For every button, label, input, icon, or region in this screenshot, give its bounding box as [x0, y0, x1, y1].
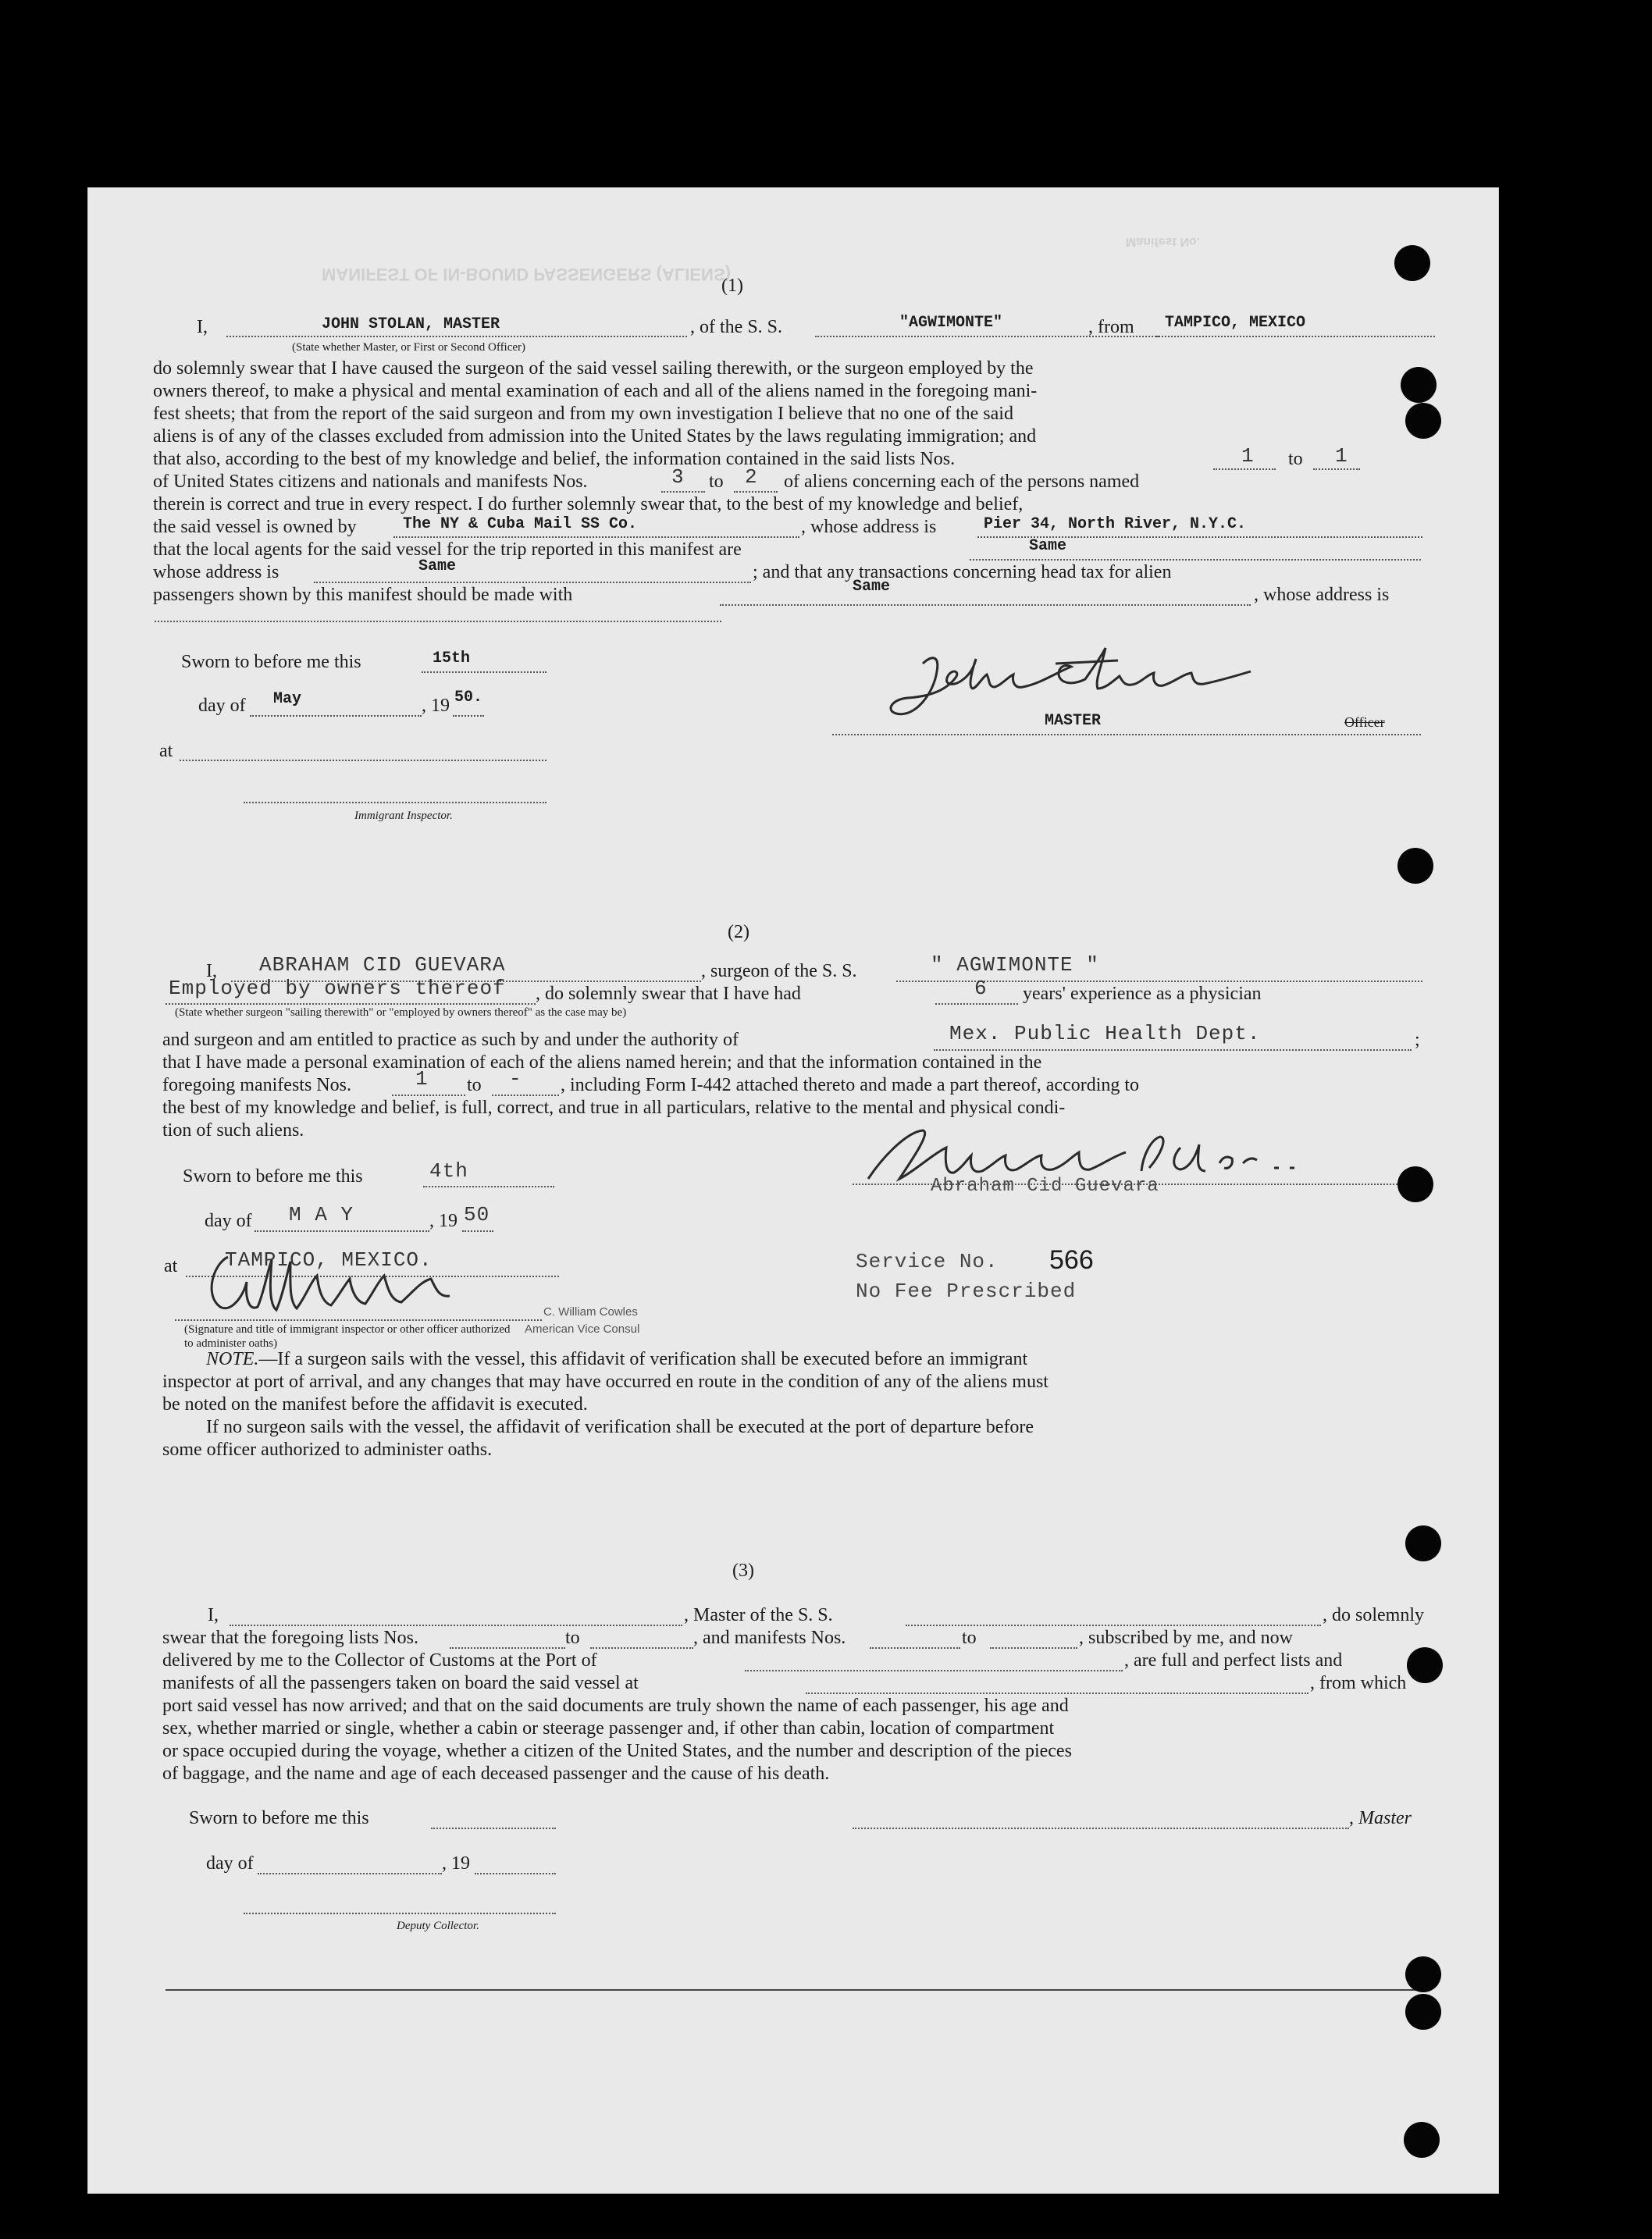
s1-agents-address: Same: [418, 557, 457, 575]
s2-sworn-year: 50: [464, 1203, 490, 1226]
s3-line-2c: , subscribed by me, and now: [1079, 1628, 1293, 1648]
bleed-through-header: MANIFEST OF IN-BOUND PASSENGERS (ALIENS): [322, 265, 731, 284]
s1-line-6a: of United States citizens and nationals and manifests Nos.: [153, 472, 588, 492]
s1-role-note: (State whether Master, or First or Second Officer): [292, 341, 526, 354]
s3-port-line: [745, 1670, 1123, 1671]
binder-hole: [1405, 1525, 1441, 1561]
s1-oath-line-1: do solemnly swear that I have caused the surgeon of the said vessel sailing therewith, or the surgeon employed by the: [153, 358, 1034, 379]
binder-hole: [1405, 1956, 1441, 1992]
s1-oath-line-2: owners thereof, to make a physical and mental examination of each and all of the aliens named in the foregoing mani-: [153, 381, 1038, 401]
s3-master-of: , Master of the S. S.: [684, 1605, 833, 1625]
s2-service-number: 566: [1049, 1245, 1094, 1275]
s3-manifests-to-line: [990, 1647, 1077, 1649]
section-1-number: (1): [721, 276, 743, 296]
s1-agents: Same: [1029, 537, 1067, 555]
s2-line-4: that I have made a personal examination of each of the aliens named herein; and that the information contained in the: [162, 1052, 1042, 1073]
s3-master-label: , Master: [1349, 1808, 1412, 1828]
s2-sworn-day: 4th: [429, 1159, 468, 1183]
s2-vessel: " AGWIMONTE ": [931, 953, 1099, 977]
s2-officer-sig-note: (Signature and title of immigrant inspector or other officer authorized to administer oaths): [184, 1323, 511, 1350]
s2-service-label: Service No.: [856, 1250, 999, 1273]
s3-year-line: [475, 1873, 556, 1874]
s2-line-2a: , do solemnly swear that I have had: [536, 984, 801, 1004]
s1-signature-line: [832, 734, 1421, 735]
s1-year-prefix: , 19: [422, 696, 450, 716]
binder-hole: [1407, 1647, 1443, 1683]
s2-line-7: tion of such aliens.: [162, 1120, 304, 1141]
manifest-page: [87, 187, 1499, 2194]
s3-collector-label: Deputy Collector.: [397, 1920, 479, 1932]
s1-owner-line: [393, 536, 799, 538]
s1-lists-to-line: [1313, 468, 1360, 470]
s1-from: , from: [1088, 317, 1134, 337]
s1-manifests-to: 2: [745, 465, 758, 489]
s2-line-3a: and surgeon and am entitled to practice as such by and under the authority of: [162, 1030, 739, 1050]
s3-sworn-day-line: [431, 1828, 556, 1829]
s1-sworn-month: May: [273, 690, 302, 708]
s2-surgeon-of: , surgeon of the S. S.: [701, 961, 857, 981]
s1-inspector-line: [244, 802, 547, 803]
s2-officer-title: American Vice Consul: [525, 1322, 640, 1336]
s2-typed-name: Abraham Cid Guevara: [931, 1176, 1159, 1197]
s3-line-2-to2: to: [962, 1628, 977, 1648]
s2-employment-line: [166, 1003, 536, 1005]
s1-inspector-label: Immigrant Inspector.: [354, 810, 453, 822]
s1-agents-line: [970, 559, 1421, 561]
s1-oath-line-3: fest sheets; that from the report of the said surgeon and from my own investigation I believe that no one of the said: [153, 404, 1013, 424]
s2-pronoun: I,: [206, 961, 217, 981]
s1-lists-to-word: to: [1288, 449, 1303, 469]
s3-line-5: port said vessel has now arrived; and that on the said documents are truly shown the name of each passenger, his age and: [162, 1696, 1069, 1716]
binder-hole: [1405, 1994, 1441, 2030]
s1-owner: The NY & Cuba Mail SS Co.: [403, 515, 638, 533]
s1-line-7: therein is correct and true in every respect. I do further solemnly swear that, to the best of my knowledge and belief,: [153, 494, 1024, 514]
s1-year-line: [453, 715, 484, 717]
s2-day-of: day of: [205, 1211, 252, 1231]
s1-line-9a: that the local agents for the said vessel for the trip reported in this manifest are: [153, 539, 742, 560]
s2-note-label: NOTE.: [206, 1349, 259, 1369]
s3-line-8: of baggage, and the name and age of each deceased passenger and the cause of his death.: [162, 1764, 830, 1784]
s1-line-11b: , whose address is: [1254, 585, 1390, 605]
s2-line-6: the best of my knowledge and belief, is full, correct, and true in all particulars, relative to the mental and physical condi-: [162, 1098, 1066, 1118]
s3-name-line: [230, 1625, 682, 1626]
s2-note-row: [206, 1348, 1027, 1370]
binder-hole: [1397, 1166, 1433, 1202]
s2-manifests-to-line: [492, 1095, 559, 1096]
s2-employment: Employed by owners thereof: [169, 977, 506, 1000]
s1-master-line: [226, 336, 687, 337]
s2-note-line-4: If no surgeon sails with the vessel, the affidavit of verification shall be executed at the port of departure before: [206, 1417, 1034, 1437]
s2-years-line: [935, 1003, 1018, 1005]
s2-note-line-1: —If a surgeon sails with the vessel, this affidavit of verification shall be executed before an immigrant: [258, 1349, 1028, 1369]
s2-year-line: [462, 1230, 493, 1232]
s3-pronoun: I,: [208, 1605, 219, 1625]
s1-owner-address: Pier 34, North River, N.Y.C.: [984, 515, 1247, 533]
s2-employment-note: (State whether surgeon "sailing therewith" or "employed by owners thereof" as the case may be): [175, 1006, 627, 1019]
s1-line-8a: the said vessel is owned by: [153, 517, 357, 537]
s1-head-tax-with: Same: [853, 578, 891, 596]
s3-year-prefix: , 19: [442, 1853, 470, 1874]
s1-pronoun: I,: [197, 317, 208, 337]
s3-day-of: day of: [206, 1853, 254, 1874]
s1-lists-to: 1: [1335, 444, 1348, 468]
s1-line-8b: , whose address is: [801, 517, 937, 537]
s1-vessel: "AGWIMONTE": [899, 314, 1003, 332]
s1-line-6b: of aliens concerning each of the persons named: [784, 472, 1140, 492]
s1-master-name: JOHN STOLAN, MASTER: [322, 315, 500, 333]
s3-manifests-from-line: [870, 1647, 960, 1649]
s2-manifests-to: -: [509, 1067, 522, 1091]
s2-no-fee: No Fee Prescribed: [856, 1280, 1077, 1303]
s1-line-11a: passengers shown by this manifest should be made with: [153, 585, 573, 605]
s1-oath-line-4: aliens is of any of the classes excluded from admission into the United States by the laws regulating immigration; and: [153, 426, 1037, 447]
s2-sworn-place: TAMPICO, MEXICO.: [225, 1248, 433, 1272]
s1-sworn-year: 50.: [454, 689, 483, 707]
binder-hole: [1404, 2122, 1440, 2158]
s2-officer-name: C. William Cowles: [543, 1305, 638, 1319]
s3-line-3b: , are full and perfect lists and: [1124, 1650, 1343, 1671]
s2-surgeon-name: ABRAHAM CID GUEVARA: [259, 953, 506, 977]
s1-oath-line-5: that also, according to the best of my knowledge and belief, the information contained in the said lists Nos.: [153, 449, 956, 469]
binder-hole: [1405, 403, 1441, 439]
s1-at-line: [180, 760, 547, 761]
s2-officer-line: [175, 1319, 542, 1321]
s3-vessel-line: [906, 1625, 1321, 1626]
s3-lists-to-line: [590, 1647, 693, 1649]
s3-line-2-to: to: [565, 1628, 580, 1648]
s3-collector-line: [244, 1913, 556, 1914]
s2-note-line-2: inspector at port of arrival, and any changes that may have occurred en route in the condition of any of the aliens must: [162, 1372, 1049, 1392]
s2-authority-line: [934, 1049, 1412, 1051]
s2-manifests-from: 1: [415, 1067, 429, 1091]
s3-lists-from-line: [450, 1647, 565, 1649]
section-3-number: (3): [732, 1561, 754, 1581]
s2-manifests-from-line: [392, 1095, 465, 1096]
s1-manifests-from: 3: [671, 465, 685, 489]
s2-year-prefix: , 19: [429, 1211, 458, 1231]
s1-sworn-day: 15th: [433, 650, 471, 667]
bleed-through-corner: Manifest No.: [1126, 235, 1201, 248]
s1-port-line: [1155, 336, 1435, 337]
s3-line-3a: delivered by me to the Collector of Customs at the Port of: [162, 1650, 597, 1671]
s2-sworn-label: Sworn to before me this: [183, 1166, 363, 1187]
s2-line-5a: foregoing manifests Nos.: [162, 1075, 351, 1095]
s3-sworn-label: Sworn to before me this: [189, 1808, 369, 1828]
s2-note-line-3: be noted on the manifest before the affidavit is executed.: [162, 1394, 588, 1415]
s2-years: 6: [974, 977, 988, 1000]
s1-address-cont-line: [155, 621, 721, 622]
s2-month-line: [255, 1230, 429, 1232]
s2-line-5b: , including Form I-442 attached thereto and made a part thereof, according to: [561, 1075, 1140, 1095]
s2-sworn-day-line: [423, 1186, 554, 1187]
s3-do-solemnly: , do solemnly: [1323, 1605, 1424, 1625]
s1-head-tax-line: [720, 604, 1251, 606]
s1-sworn-label: Sworn to before me this: [181, 652, 361, 672]
binder-hole: [1394, 245, 1430, 281]
s3-master-sig-line: [853, 1828, 1349, 1829]
s1-of-ss: , of the S. S.: [690, 317, 783, 337]
s2-officer-signature: [197, 1241, 478, 1327]
s2-note-line-5: some officer authorized to administer oaths.: [162, 1440, 493, 1460]
s1-month-line: [250, 715, 422, 717]
s1-agents-address-line: [314, 582, 751, 583]
s1-line-10a: whose address is: [153, 562, 279, 582]
s1-lists-from: 1: [1241, 444, 1255, 468]
s1-signer-title-struck: Officer: [1344, 714, 1385, 730]
bottom-rule: [166, 1989, 1429, 1991]
section-2-number: (2): [728, 922, 749, 942]
s2-authority-semicolon: ;: [1415, 1030, 1420, 1050]
s3-line-4a: manifests of all the passengers taken on board the said vessel at: [162, 1673, 639, 1693]
s3-boarded-line: [806, 1693, 1308, 1694]
s3-line-2b: , and manifests Nos.: [693, 1628, 846, 1648]
s3-line-7: or space occupied during the voyage, whether a citizen of the United States, and the number and description of the pieces: [162, 1741, 1072, 1761]
s1-at: at: [159, 741, 173, 761]
s1-lists-from-line: [1213, 468, 1276, 470]
s1-signer-title: MASTER: [1045, 712, 1102, 730]
s3-line-4b: , from which: [1310, 1673, 1407, 1693]
s2-sworn-month: M A Y: [289, 1203, 354, 1226]
s2-authority: Mex. Public Health Dept.: [949, 1022, 1261, 1045]
s2-at: at: [164, 1256, 178, 1276]
binder-hole: [1397, 848, 1433, 884]
s1-sworn-day-line: [422, 671, 547, 673]
s1-manifests-to-word: to: [709, 472, 724, 492]
s2-line-2b: years' experience as a physician: [1023, 984, 1262, 1004]
s3-line-2a: swear that the foregoing lists Nos.: [162, 1628, 418, 1648]
s3-month-line: [258, 1873, 442, 1874]
s3-line-6: sex, whether married or single, whether a cabin or steerage passenger and, if other than cabin, location of compartment: [162, 1718, 1055, 1739]
s2-manifests-to-word: to: [467, 1075, 482, 1095]
s1-manifests-to-line: [734, 491, 778, 493]
binder-hole: [1401, 367, 1437, 403]
s1-line-10b: ; and that any transactions concerning head tax for alien: [753, 562, 1172, 582]
s1-port-from: TAMPICO, MEXICO: [1165, 314, 1306, 332]
s1-manifests-from-line: [661, 491, 705, 493]
s1-day-of: day of: [198, 696, 246, 716]
